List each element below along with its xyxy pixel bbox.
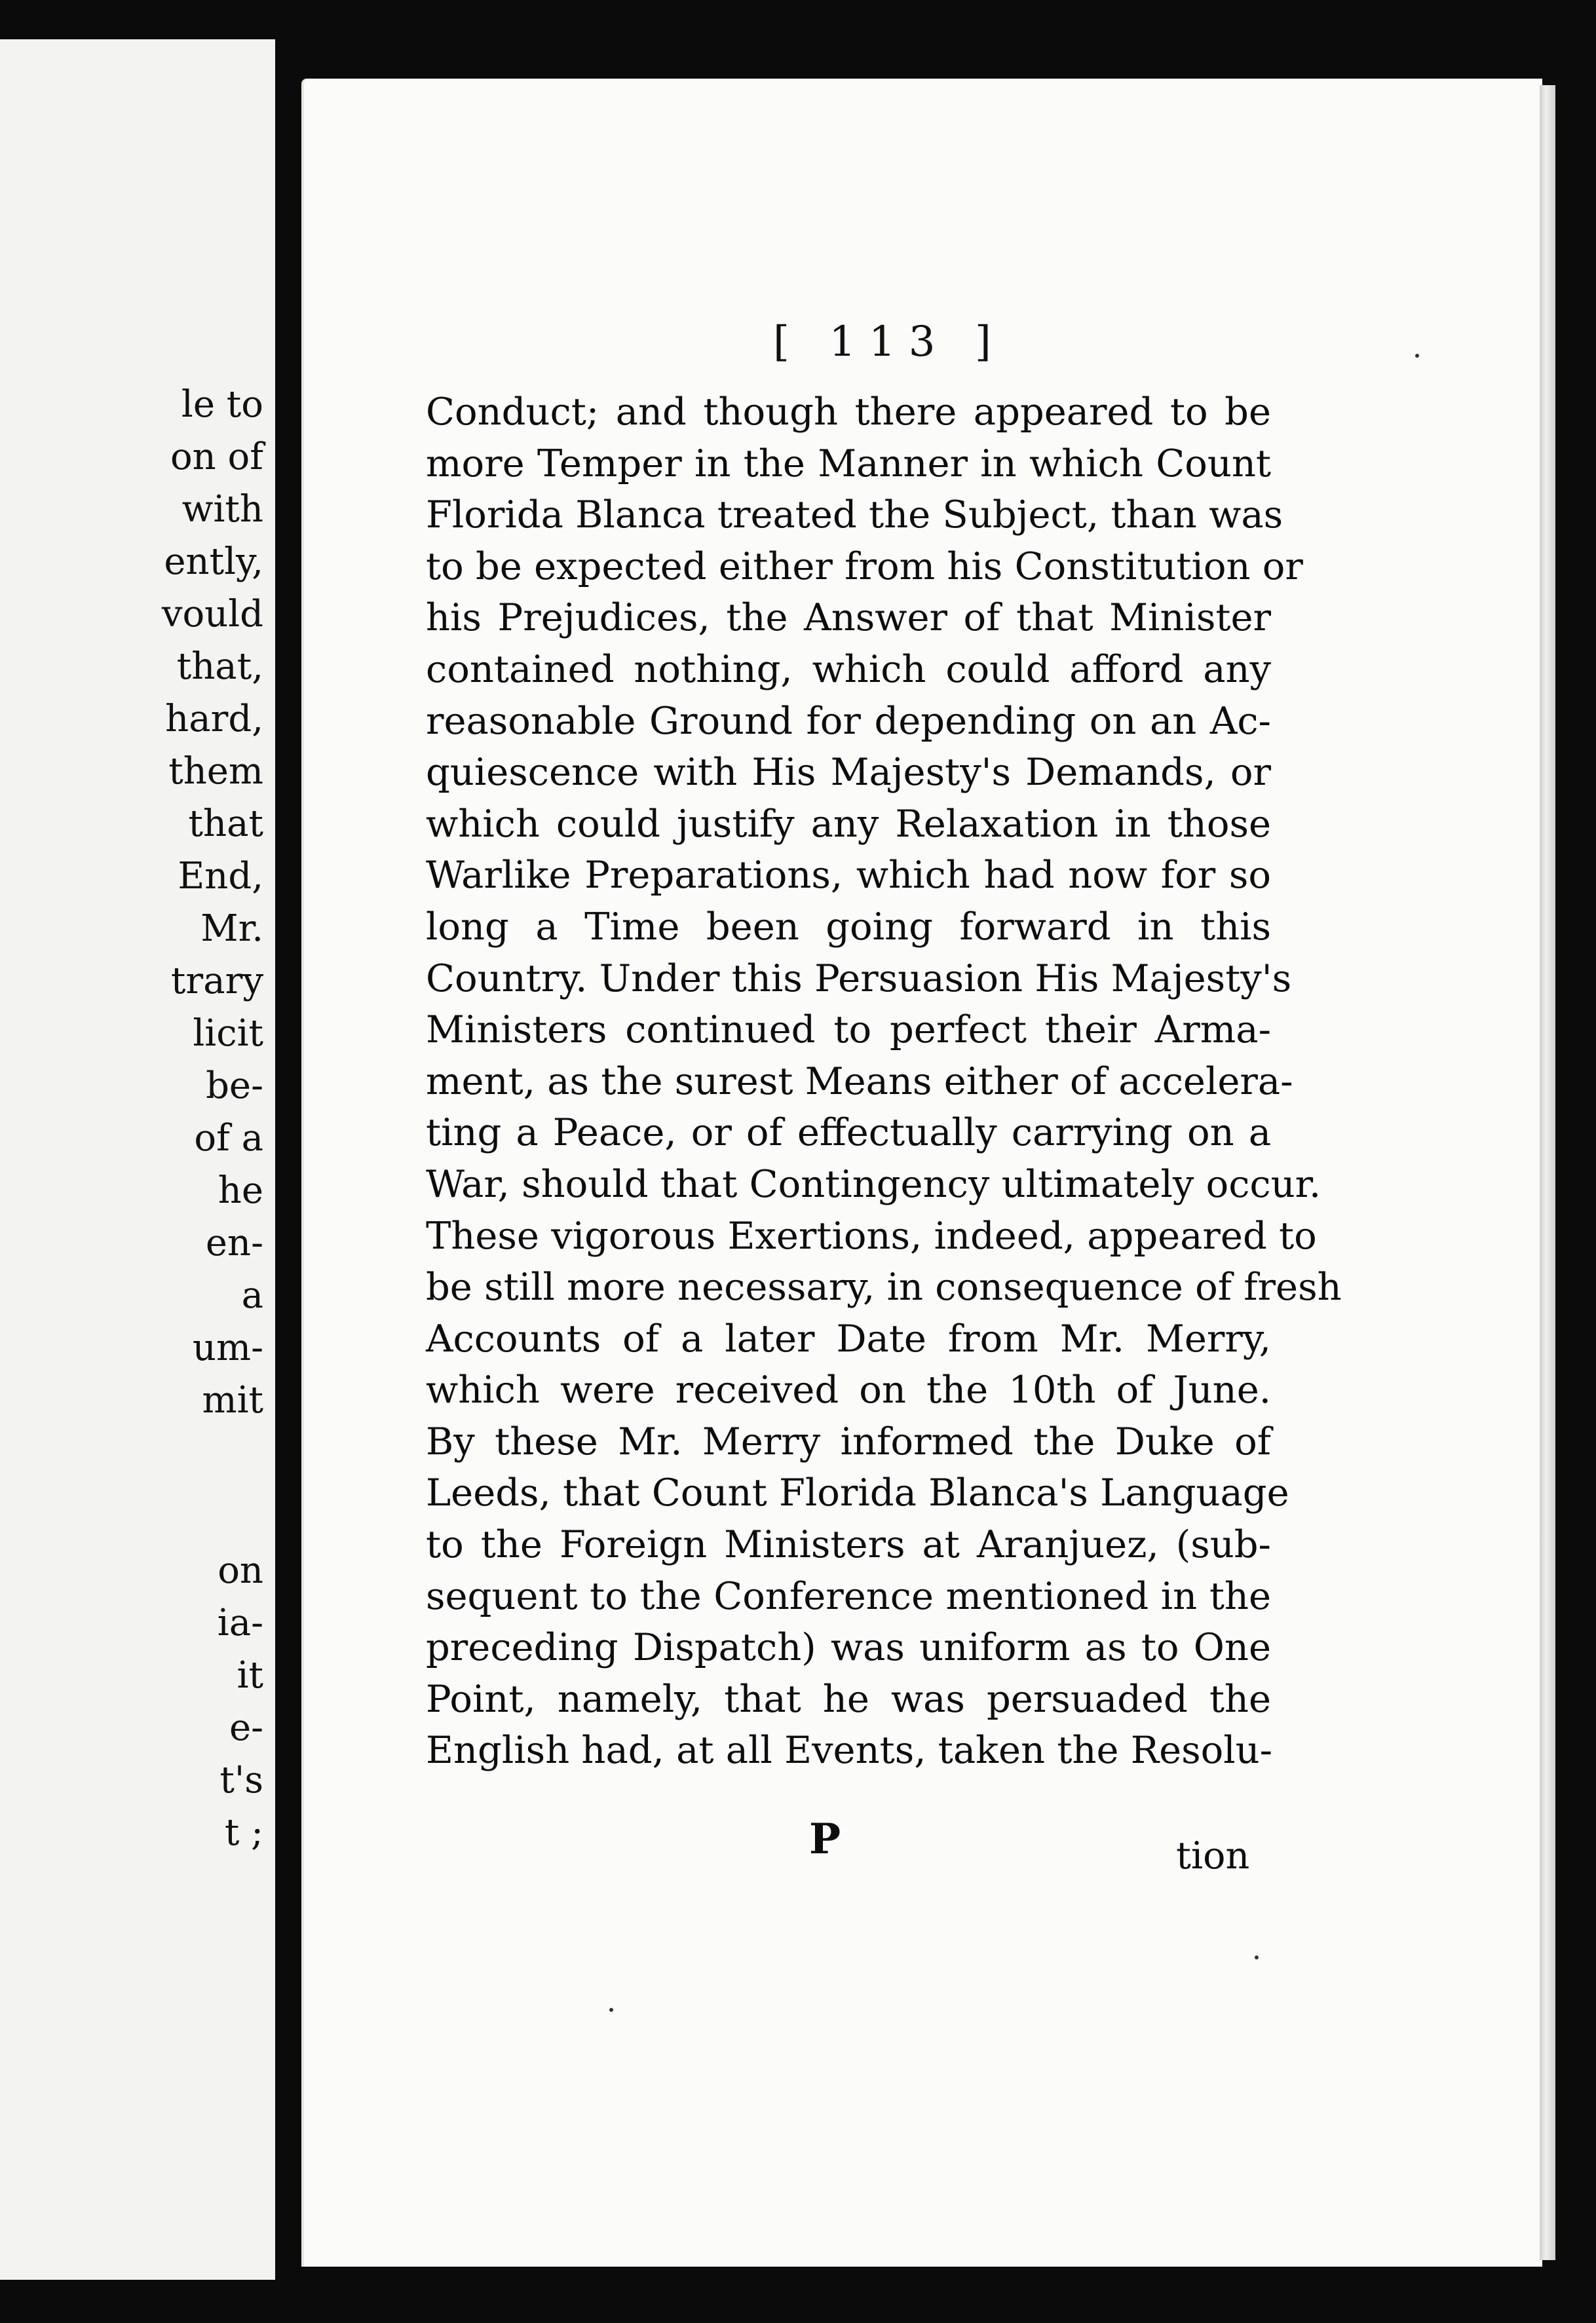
text-line: contained nothing, which could afford any [426, 647, 1271, 691]
text-line: Point, namely, that he was persuaded the [426, 1676, 1271, 1721]
left-fragment: vould [161, 593, 263, 635]
text-line: preceding Dispatch) was uniform as to One [426, 1625, 1271, 1670]
left-fragment: hard, [165, 698, 263, 740]
left-fragment: trary [170, 960, 263, 1002]
left-fragment: licit [193, 1012, 263, 1055]
left-fragment: it [237, 1654, 263, 1697]
signature-mark: P [809, 1815, 841, 1864]
body-text [426, 387, 1342, 1777]
text-line: his Prejudices, the Answer of that Minister [426, 595, 1271, 640]
left-fragment: them [168, 750, 263, 793]
page-edge [1540, 85, 1555, 2260]
paper-speck [1255, 1955, 1259, 1959]
catchword: tion [1176, 1834, 1250, 1878]
left-fragment: that, [176, 645, 263, 688]
text-line: which could justify any Relaxation in those [426, 801, 1271, 846]
left-fragment: ia- [217, 1602, 263, 1644]
text-line: be still more necessary, in consequence of fresh [426, 1265, 1342, 1310]
left-fragment: a [241, 1274, 263, 1317]
left-fragment: End, [178, 855, 263, 897]
text-line: English had, at all Events, taken the Resolu- [426, 1728, 1273, 1773]
left-fragment: be- [206, 1065, 263, 1107]
text-line: reasonable Ground for depending on an Ac- [426, 698, 1271, 743]
paper-speck [1415, 354, 1419, 358]
text-line: to the Foreign Ministers at Aranjuez, (sub- [426, 1522, 1271, 1567]
left-fragment: um- [192, 1327, 263, 1369]
facing-page-left [0, 39, 279, 2280]
text-line: Ministers continued to perfect their Arma- [426, 1008, 1271, 1052]
text-line: quiescence with His Majesty's Demands, or [426, 750, 1271, 795]
left-fragment: that [188, 803, 263, 845]
text-line: ment, as the surest Means either of accelera- [426, 1059, 1293, 1103]
text-line: War, should that Contingency ultimately occur. [426, 1162, 1321, 1206]
left-fragment: on [218, 1549, 263, 1592]
text-line: Country. Under this Persuasion His Majesty's [426, 956, 1292, 1000]
left-fragment: t ; [224, 1811, 263, 1854]
left-fragment: of a [194, 1117, 263, 1160]
paper-speck [609, 2008, 613, 2012]
left-fragment: e- [229, 1707, 263, 1749]
text-line: Warlike Preparations, which had now for so [426, 853, 1271, 897]
text-line: By these Mr. Merry informed the Duke of [426, 1419, 1271, 1464]
left-fragment: le to [181, 383, 263, 426]
left-fragment: t's [219, 1759, 263, 1802]
text-line: Conduct; and though there appeared to be [426, 390, 1271, 434]
text-line: ting a Peace, or of effectually carrying on a [426, 1110, 1271, 1155]
text-line: Accounts of a later Date from Mr. Merry, [426, 1316, 1271, 1361]
left-fragment: Mr. [200, 907, 263, 950]
book-gutter [275, 0, 301, 2323]
text-line: more Temper in the Manner in which Count [426, 441, 1271, 485]
left-fragment: ently, [164, 540, 263, 583]
left-fragment: he [218, 1169, 263, 1212]
text-line: Florida Blanca treated the Subject, than was [426, 493, 1283, 537]
left-fragment: mit [202, 1379, 263, 1422]
left-fragment: en- [205, 1222, 263, 1264]
page-number: [ 113 ] [773, 318, 1004, 366]
left-fragment: on of [170, 436, 263, 478]
text-line: sequent to the Conference mentioned in the [426, 1574, 1271, 1618]
text-line: which were received on the 10th of June. [426, 1368, 1271, 1412]
text-line: Leeds, that Count Florida Blanca's Language [426, 1471, 1289, 1515]
text-line: to be expected either from his Constitution or [426, 544, 1303, 588]
left-fragment: with [181, 488, 263, 531]
text-line: These vigorous Exertions, indeed, appeared to [426, 1213, 1317, 1258]
text-line: long a Time been going forward in this [426, 904, 1271, 949]
